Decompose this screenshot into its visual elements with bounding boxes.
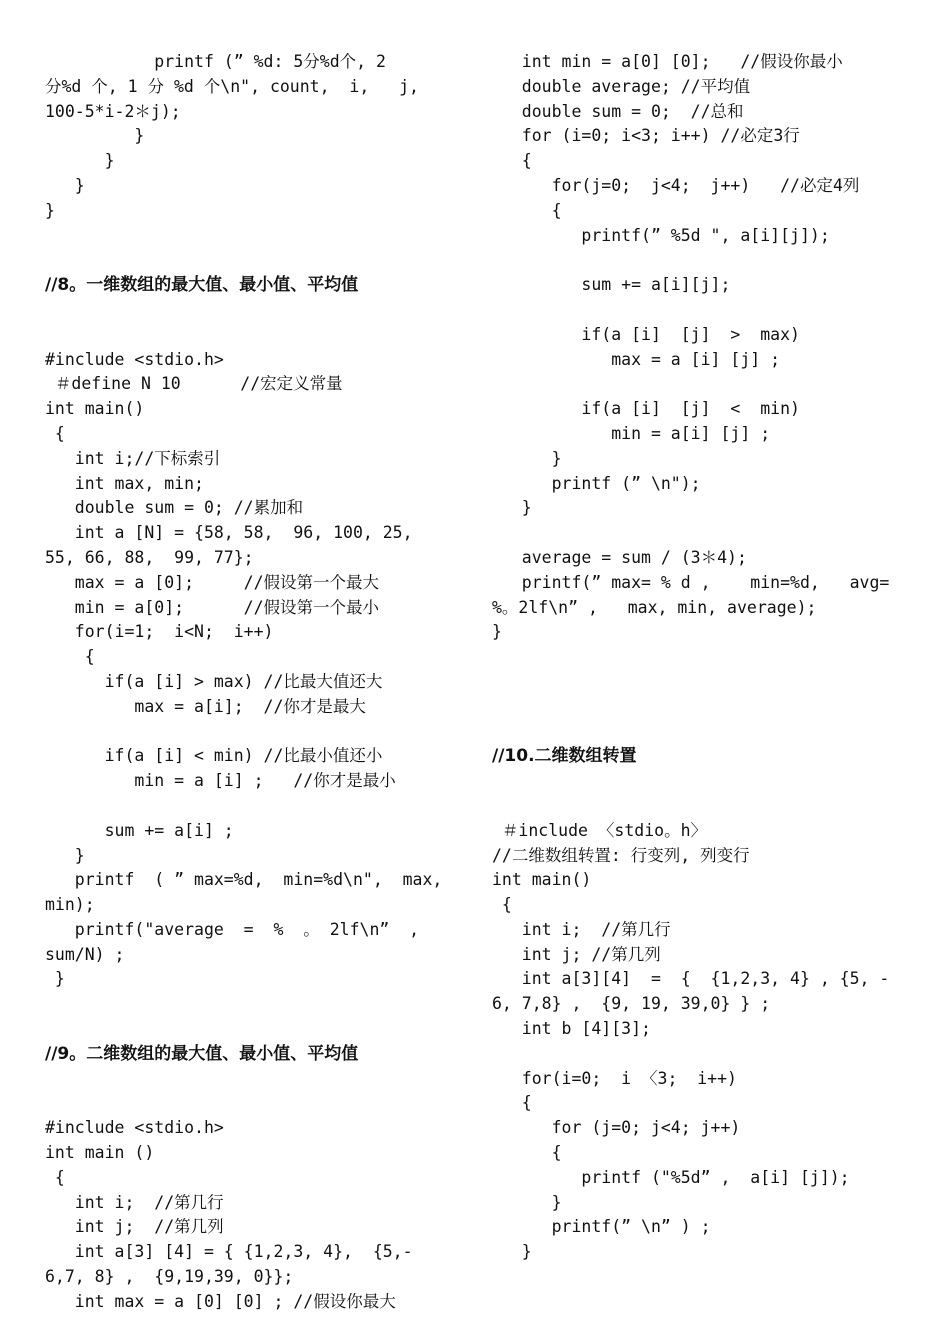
code-line: ＃include 〈stdio。h〉 bbox=[492, 820, 708, 840]
code-line: { bbox=[45, 1167, 65, 1187]
code-line: int i;//下标索引 bbox=[45, 448, 221, 468]
code-line: } bbox=[492, 498, 532, 518]
code-line: printf(” %5d ", a[i][j]); bbox=[492, 225, 830, 245]
code-line bbox=[492, 645, 907, 670]
code-line: { bbox=[492, 1093, 532, 1113]
code-line: #include <stdio.h> bbox=[45, 1118, 224, 1138]
code-line: min = a[i] [j] ; bbox=[492, 423, 771, 443]
code-line: sum/N) ; bbox=[45, 944, 125, 964]
left-column bbox=[45, 50, 460, 1315]
code-line: } bbox=[492, 1192, 562, 1212]
code-line bbox=[45, 720, 460, 745]
code-line: } bbox=[45, 200, 55, 220]
code-line bbox=[492, 372, 907, 397]
code-line: { bbox=[492, 200, 562, 220]
code-line: sum += a[i] ; bbox=[45, 820, 234, 840]
code-line: for (j=0; j<4; j++) bbox=[492, 1118, 741, 1138]
code-line: 分%d 个, 1 分 %d 个\n", count, i, j, bbox=[45, 76, 419, 96]
code-line: //二维数组转置: 行变列, 列变行 bbox=[492, 845, 750, 865]
code-line: int main() bbox=[492, 870, 592, 890]
code-line: double sum = 0; //累加和 bbox=[45, 498, 304, 518]
code-line: double average; //平均值 bbox=[492, 76, 751, 96]
code-line: average = sum / (3＊4); bbox=[492, 547, 747, 567]
code-line: printf ("%5d” , a[i] [j]); bbox=[492, 1167, 850, 1187]
code-line bbox=[45, 224, 460, 249]
code-line: #include <stdio.h> bbox=[45, 349, 224, 369]
code-line bbox=[492, 1042, 907, 1067]
code-line: printf (” \n"); bbox=[492, 473, 701, 493]
code-line: int min = a[0] [0]; //假设你最小 bbox=[492, 52, 843, 71]
code-line bbox=[45, 1017, 460, 1042]
code-line: int b [4][3]; bbox=[492, 1019, 651, 1039]
code-line: int a[3] [4] = { {1,2,3, 4}, {5,- bbox=[45, 1242, 413, 1262]
code-line: 6,7, 8} , {9,19,39, 0}}; bbox=[45, 1267, 294, 1287]
code-line: if(a [i] [j] < min) bbox=[492, 399, 800, 419]
code-line: if(a [i] < min) //比最小值还小 bbox=[45, 746, 383, 766]
code-line: int main() bbox=[45, 399, 145, 419]
code-line: 100-5*i-2＊j); bbox=[45, 101, 181, 121]
code-line: { bbox=[45, 647, 95, 667]
code-line: for(j=0; j<4; j++) //必定4列 bbox=[492, 175, 860, 195]
code-line: 6, 7,8} , {9, 19, 39,0} } ; bbox=[492, 994, 771, 1014]
code-line: } bbox=[492, 622, 502, 642]
code-line: if(a [i] > max) //比最大值还大 bbox=[45, 671, 383, 691]
code-line: } bbox=[45, 845, 85, 865]
code-line: for(i=1; i<N; i++) bbox=[45, 622, 274, 642]
code-line: %。2lf\n” , max, min, average); bbox=[492, 597, 817, 617]
code-line bbox=[492, 248, 907, 273]
code-line: printf(” max= % d , min=%d, avg= bbox=[492, 572, 890, 592]
code-line bbox=[45, 1067, 460, 1092]
code-line: int max = a [0] [0] ; //假设你最大 bbox=[45, 1291, 396, 1311]
code-line: printf (” %d: 5分%d个, 2 bbox=[45, 52, 386, 71]
code-line: ＃define N 10 //宏定义常量 bbox=[45, 374, 343, 394]
code-line bbox=[492, 521, 907, 546]
code-line: { bbox=[45, 423, 65, 443]
code-line: int j; //第几列 bbox=[492, 944, 661, 964]
code-line: min); bbox=[45, 895, 95, 915]
code-line: } bbox=[45, 175, 85, 195]
code-line bbox=[492, 695, 907, 720]
code-line bbox=[45, 323, 460, 348]
code-line: max = a [i] [j] ; bbox=[492, 349, 781, 369]
code-line bbox=[492, 794, 907, 819]
code-line: max = a [0]; //假设第一个最大 bbox=[45, 572, 380, 592]
code-line bbox=[492, 720, 907, 745]
code-line: int max, min; bbox=[45, 473, 204, 493]
code-line: int main () bbox=[45, 1143, 155, 1163]
code-line: 55, 66, 88, 99, 77}; bbox=[45, 547, 254, 567]
code-line: } bbox=[492, 448, 562, 468]
code-line bbox=[45, 1091, 460, 1116]
code-line: printf(” \n” ) ; bbox=[492, 1217, 711, 1237]
code-line: sum += a[i][j]; bbox=[492, 275, 731, 295]
code-line: int a [N] = {58, 58, 96, 100, 25, bbox=[45, 523, 413, 543]
code-line: int i; //第几行 bbox=[492, 919, 671, 939]
code-line bbox=[492, 670, 907, 695]
code-line bbox=[45, 298, 460, 323]
code-line: for (i=0; i<3; i++) //必定3行 bbox=[492, 126, 800, 146]
code-line: min = a[0]; //假设第一个最小 bbox=[45, 597, 380, 617]
section-heading: //10.二维数组转置 bbox=[492, 746, 637, 767]
code-line: { bbox=[492, 895, 512, 915]
code-line: } bbox=[45, 151, 115, 171]
code-line bbox=[492, 769, 907, 794]
section-heading: //8。一维数组的最大值、最小值、平均值 bbox=[45, 275, 359, 296]
code-line bbox=[45, 248, 460, 273]
code-line: int j; //第几列 bbox=[45, 1217, 224, 1237]
section-heading: //9。二维数组的最大值、最小值、平均值 bbox=[45, 1043, 359, 1064]
code-line: max = a[i]; //你才是最大 bbox=[45, 696, 366, 716]
code-line: min = a [i] ; //你才是最小 bbox=[45, 771, 396, 791]
right-column bbox=[492, 50, 907, 1265]
code-line: printf ( ” max=%d, min=%d\n", max, bbox=[45, 870, 443, 890]
code-line: int a[3][4] = { {1,2,3, 4} , {5, - bbox=[492, 969, 890, 989]
code-line bbox=[492, 298, 907, 323]
code-line: printf("average = % 。 2lf\n” , bbox=[45, 919, 420, 939]
code-line bbox=[45, 992, 460, 1017]
code-line: if(a [i] [j] > max) bbox=[492, 324, 800, 344]
code-line bbox=[45, 794, 460, 819]
code-line: int i; //第几行 bbox=[45, 1192, 224, 1212]
code-line: { bbox=[492, 151, 532, 171]
code-line: for(i=0; i 〈3; i++) bbox=[492, 1068, 737, 1088]
code-line: { bbox=[492, 1143, 562, 1163]
code-line: } bbox=[45, 969, 65, 989]
code-line: double sum = 0; //总和 bbox=[492, 101, 744, 121]
code-line: } bbox=[492, 1242, 532, 1262]
code-line: } bbox=[45, 126, 145, 146]
